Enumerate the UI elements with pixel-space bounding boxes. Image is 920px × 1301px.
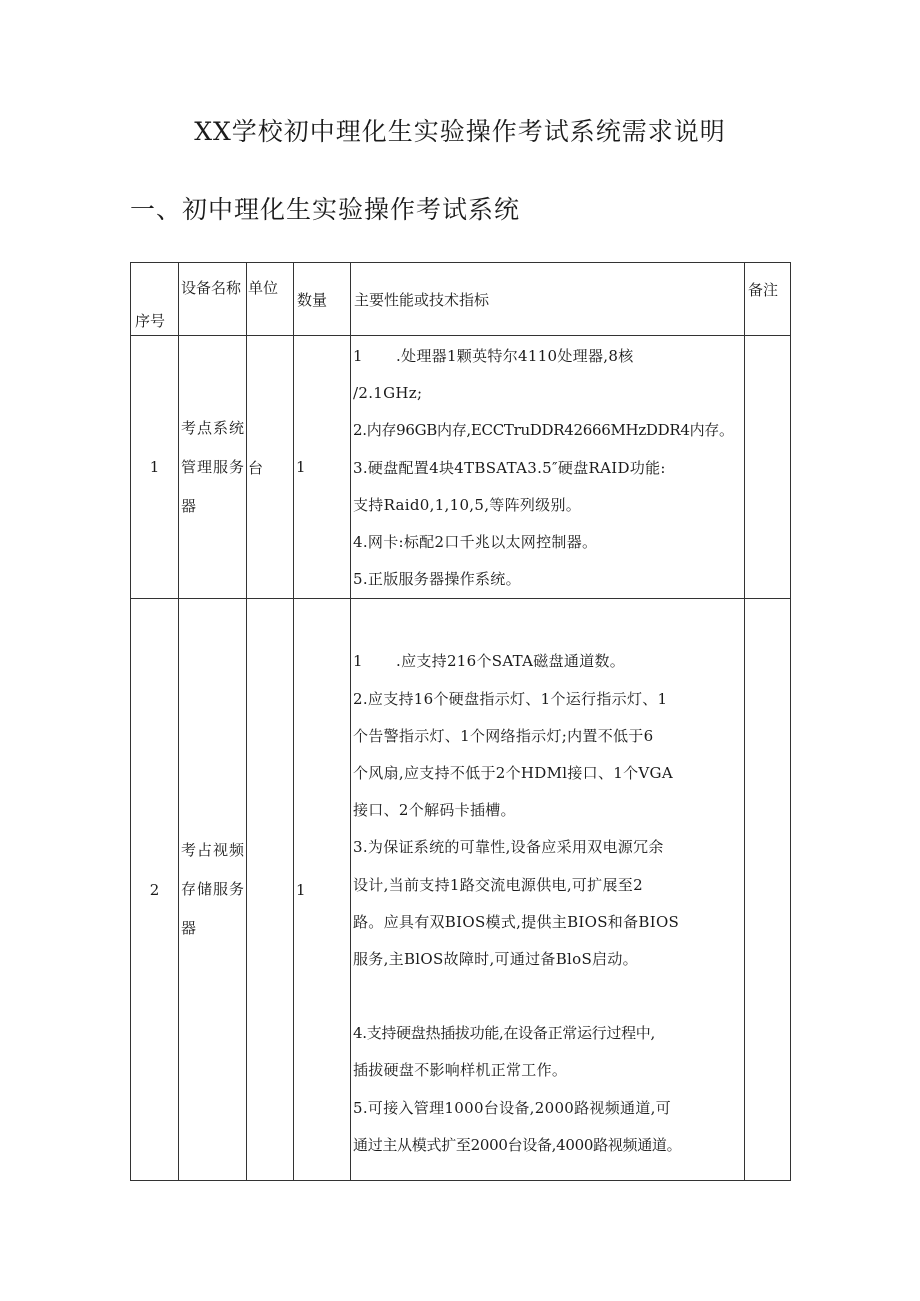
- header-unit: 单位: [247, 263, 294, 336]
- spec-line: 2.应支持16个硬盘指示灯、1个运行指示灯、1: [353, 689, 668, 708]
- spec-line: 3.为保证系统的可靠性,设备应采用双电源冗余: [353, 838, 664, 857]
- spec-line: 支持Raid0,1,10,5,等阵列级别。: [353, 495, 582, 514]
- spec-line: /2.1GHz;: [353, 384, 423, 403]
- row-note: [745, 336, 791, 599]
- row-spec: [351, 336, 745, 599]
- spec-line: 4.支持硬盘热插拔功能,在设备正常运行过程中,: [353, 1024, 655, 1043]
- row-note: [745, 599, 791, 1181]
- section-heading: 一、初中理化生实验操作考试系统: [130, 195, 521, 224]
- spec-line: 路。应具有双BIOS模式,提供主BIOS和备BIOS: [353, 912, 680, 931]
- row-unit: [247, 599, 294, 1181]
- spec-line: [353, 643, 744, 680]
- row-qty: 1: [294, 336, 351, 599]
- table-header-row: [131, 263, 791, 336]
- equipment-spec-table: [130, 262, 791, 1181]
- spec-line-number: 1: [353, 652, 363, 671]
- spec-line: 个告警指示灯、1个网络指示灯;内置不低于6: [353, 726, 654, 745]
- spec-line: 3.硬盘配置4块4TBSATA3.5″硬盘RAID功能:: [353, 458, 666, 477]
- row-name: 考占视频存储服务器: [179, 599, 247, 1181]
- spec-line-number: 1: [353, 347, 363, 365]
- spec-line: 插拔硬盘不影响样机正常工作。: [353, 1061, 568, 1080]
- spec-line-text: .应支持216个SATA磁盘通道数。: [396, 652, 626, 671]
- spec-line: 2.内存96GB内存,ECCTruDDR42666MHzDDR4内存。: [353, 421, 734, 440]
- spec-line: 5.可接入管理1000台设备,2000路视频通道,可: [353, 1098, 671, 1117]
- spec-line: 个风扇,应支持不低于2个HDMl接口、1个VGA: [353, 764, 673, 783]
- spec-line-text: .处理器1颗英特尔4110处理器,8核: [396, 347, 634, 365]
- row-spec: [351, 599, 745, 1181]
- table-row: [131, 336, 791, 599]
- row-qty: 1: [294, 599, 351, 1181]
- spec-line: 通过主从模式扩至2000台设备,4000路视频通道。: [353, 1135, 682, 1154]
- spec-line: 5.正版服务器操作系统。: [353, 570, 521, 589]
- spec-line: 设计,当前支持1路交流电源供电,可扩展至2: [353, 875, 643, 894]
- table-row: [131, 599, 791, 1181]
- spec-line: 4.网卡:标配2口千兆以太网控制器。: [353, 533, 598, 552]
- row-no: 2: [131, 599, 179, 1181]
- header-no: 序号: [131, 263, 179, 336]
- header-name: 设备名称: [179, 263, 247, 336]
- document-title: XX学校初中理化生实验操作考试系统需求说明: [194, 117, 726, 146]
- row-no: 1: [131, 336, 179, 599]
- spec-line: 服务,主BlOS故障时,可通过备BloS启动。: [353, 950, 638, 969]
- spec-line: 接口、2个解码卡插槽。: [353, 801, 516, 820]
- spec-spacer: [353, 978, 744, 1015]
- spec-line: [353, 338, 744, 375]
- row-unit: 台: [247, 336, 294, 599]
- header-spec: 主要性能或技术指标: [351, 263, 745, 336]
- row-name: 考点系统管理服务器: [179, 336, 247, 599]
- header-note: 备注: [745, 263, 791, 336]
- header-qty: 数量: [294, 263, 351, 336]
